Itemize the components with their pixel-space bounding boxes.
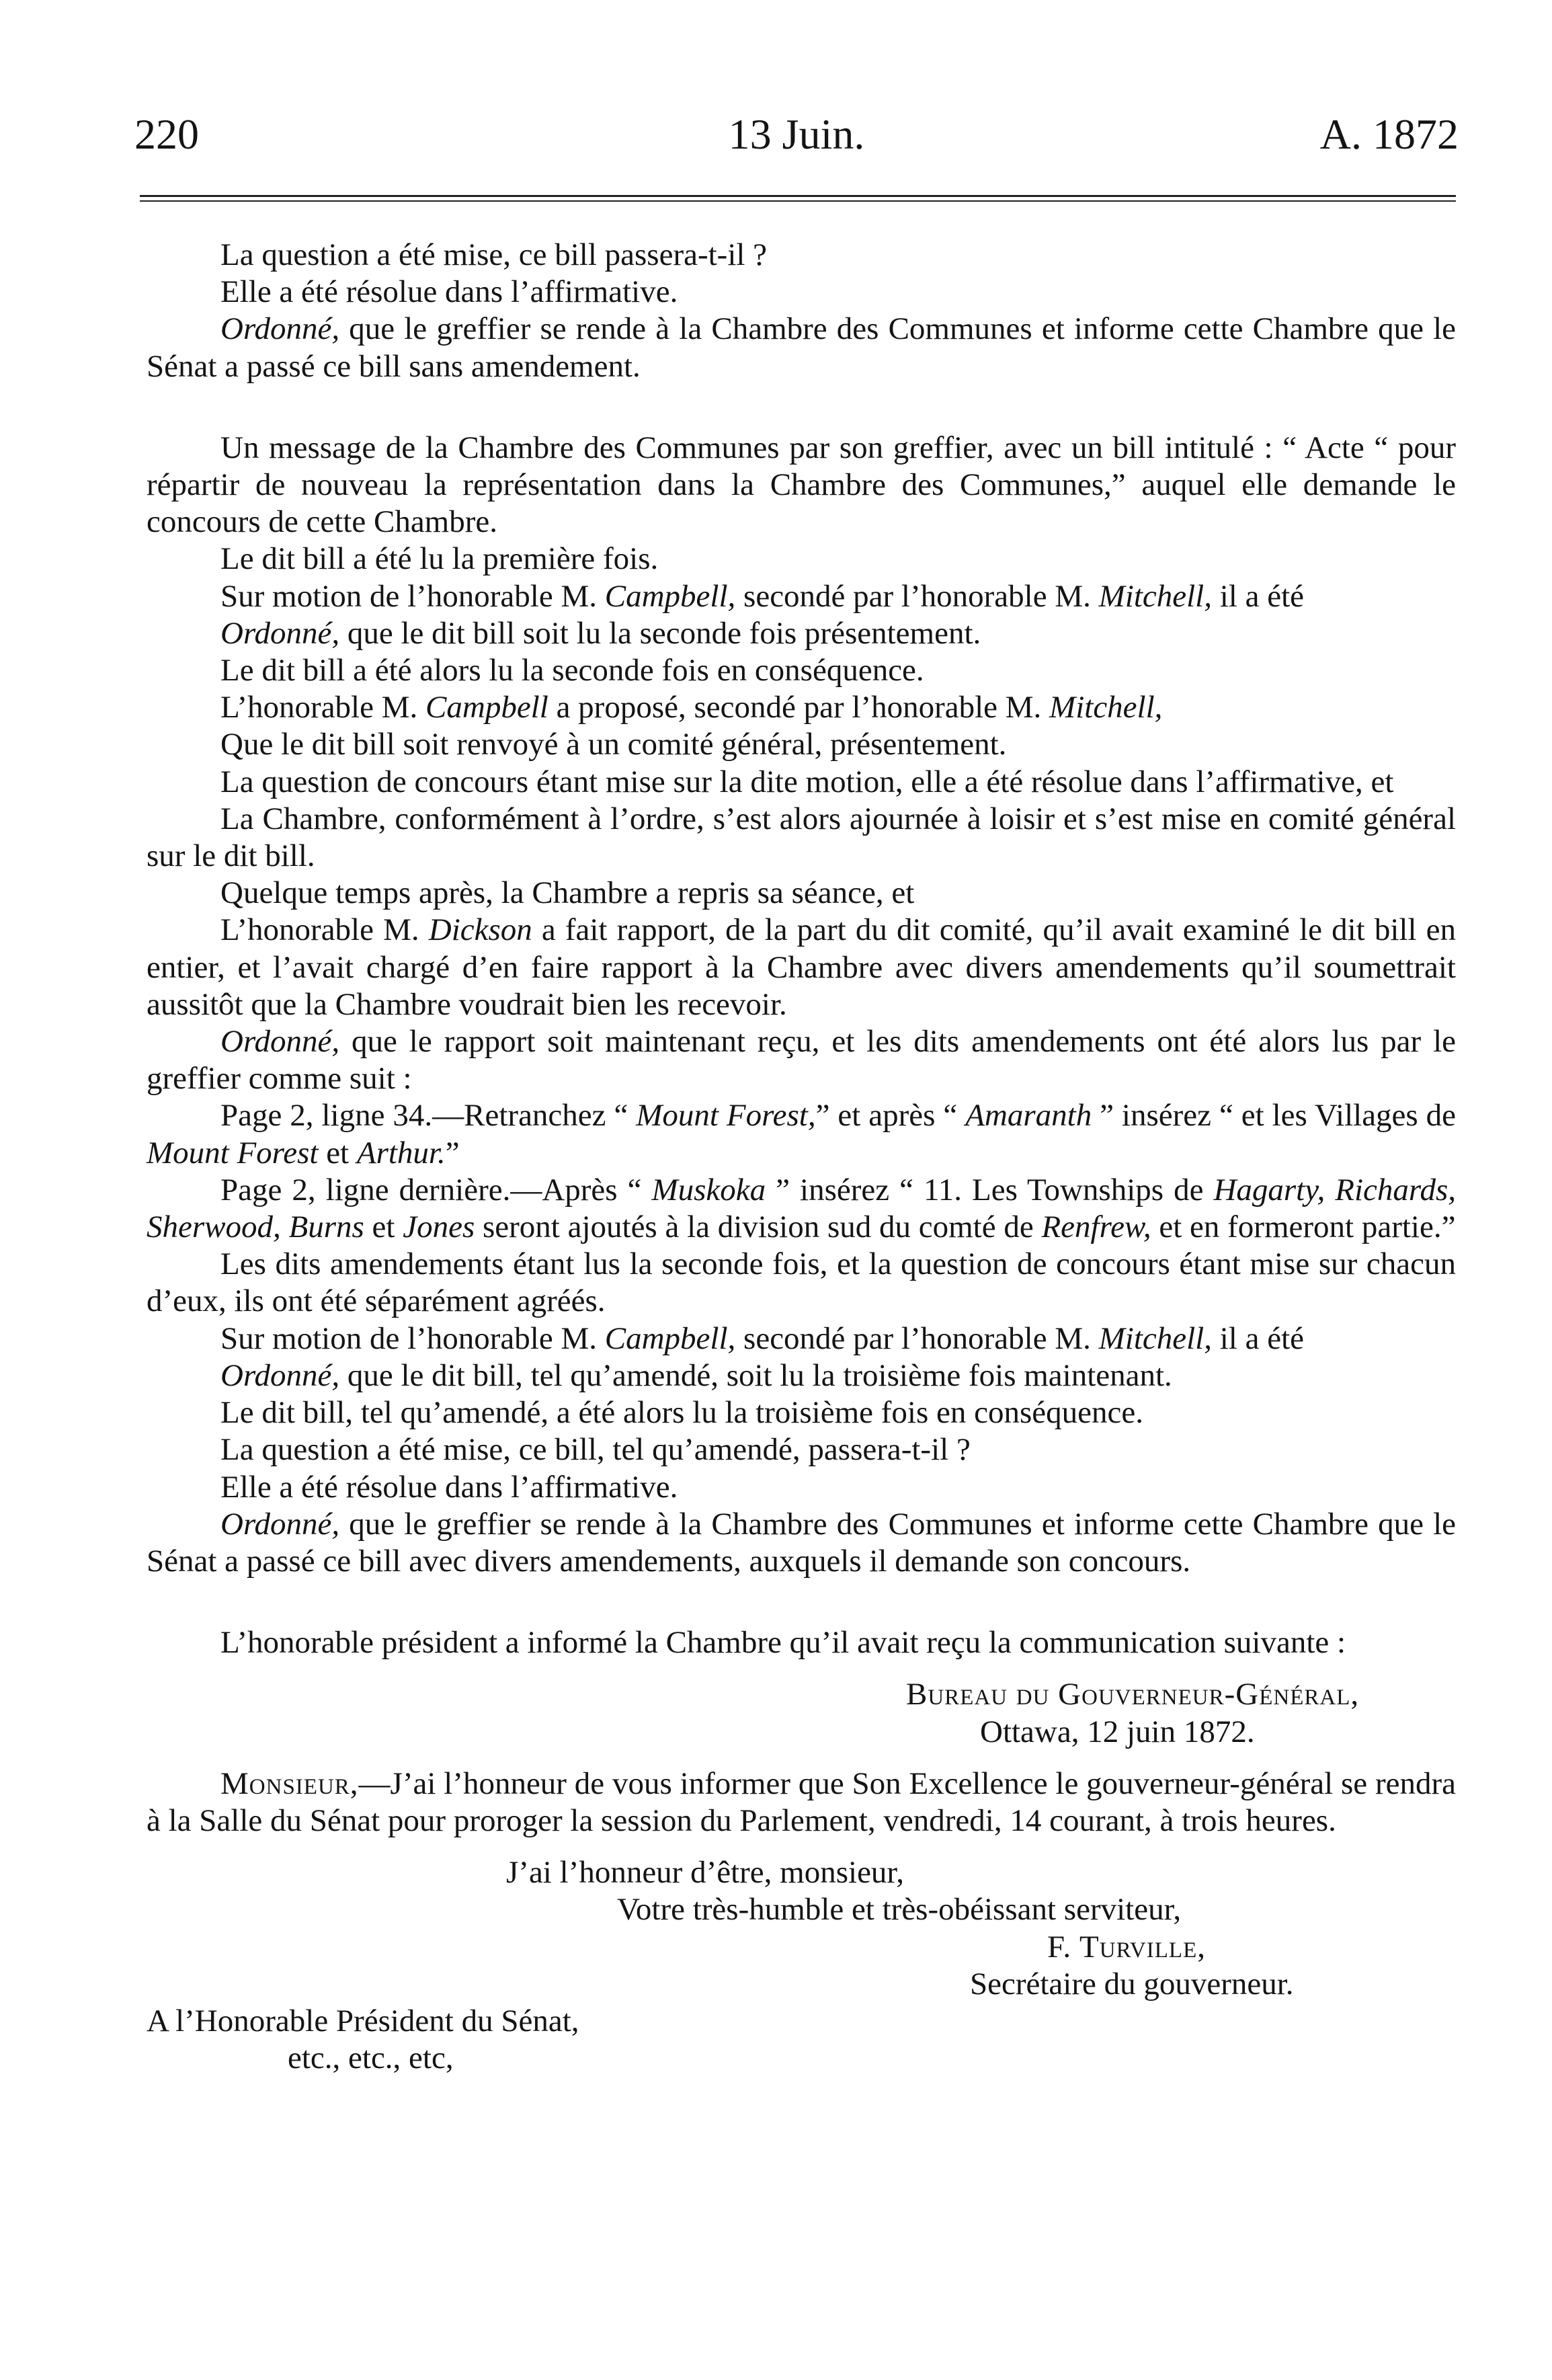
paragraph: Le dit bill, tel qu’amendé, a été alors lu la troisième fois en conséquence. — [220, 1395, 1143, 1431]
paragraph: Que le dit bill soit renvoyé à un comité général, présentement. — [220, 727, 1007, 762]
paragraph: Les dits amendements étant lus la seconde fois, et la question de concours étant mise sur chacun d’eux, ils ont été séparément agréés. — [147, 1246, 1456, 1319]
spacer — [147, 1580, 1456, 1624]
header-year: A. 1872 — [1319, 110, 1459, 158]
spacer — [147, 1839, 1456, 1854]
italic-term: Ordonné, — [220, 311, 340, 347]
paragraph: L’honorable M. Dickson a fait rapport, de la part du dit comité, qu’il avait examiné le dit bill en entier, et l’avait chargé d’en faire rapport à la Chambre avec divers amendements qu’il soumettrait aussitôt que la Chambre voudrait bien les recevoir. — [147, 912, 1456, 1022]
closing-line: J’ai l’honneur d’être, monsieur, — [506, 1855, 904, 1891]
paragraph: Le dit bill a été lu la première fois. — [220, 541, 659, 577]
paragraph: La question a été mise, ce bill, tel qu’amendé, passera-t-il ? — [220, 1432, 971, 1468]
paragraph: Elle a été résolue dans l’affirmative. — [220, 1469, 678, 1505]
header-rule-thin — [140, 200, 1456, 202]
spacer — [147, 1661, 1456, 1676]
paragraph: Sur motion de l’honorable M. Campbell, secondé par l’honorable M. Mitchell, il a été — [220, 578, 1304, 614]
signature-title: Secrétaire du gouverneur. — [970, 1966, 1294, 2001]
letter-heading: Bureau du Gouverneur-Général, — [906, 1677, 1360, 1712]
paragraph: La question de concours étant mise sur la dite motion, elle a été résolue dans l’affirmative, et — [220, 764, 1394, 799]
amendment-paragraph: Page 2, ligne dernière.—Après “ Muskoka ” insérez “ 11. Les Townships de Hagarty, Richards, Sherwood, Burns et Jones seront ajoutés à la division sud du comté de Renfrew, et en formeront partie.” — [147, 1172, 1456, 1245]
paragraph: Ordonné, que le greffier se rende à la Chambre des Communes et informe cette Chambre que le Sénat a passé ce bill avec divers amendements, auxquels il demande son concours. — [147, 1506, 1456, 1579]
signature-name: F. Turville, — [1047, 1929, 1206, 1965]
amendment-paragraph: Page 2, ligne 34.—Retranchez “ Mount Forest,” et après “ Amaranth ” insérez “ et les Villages de Mount Forest et Arthur.” — [147, 1098, 1456, 1171]
paragraph: Un message de la Chambre des Communes par son greffier, avec un bill intitulé : “ Acte “ pour répartir de nouveau la représentation dans la Chambre des Communes,” auquel elle demande le concours de cette Chambre. — [147, 430, 1456, 540]
paragraph: La question a été mise, ce bill passera-t-il ? — [220, 237, 768, 272]
header-date: 13 Juin. — [728, 110, 865, 158]
salutation: Monsieur, — [220, 1766, 359, 1801]
paragraph: Ordonné, que le dit bill soit lu la seconde fois présentement. — [220, 615, 981, 651]
paragraph: Le dit bill a été alors lu la seconde fois en conséquence. — [220, 653, 924, 688]
closing-line: Votre très-humble et très-obéissant serviteur, — [617, 1892, 1182, 1928]
address-line: A l’Honorable Président du Sénat, — [147, 2003, 579, 2038]
paragraph: Elle a été résolue dans l’affirmative. — [220, 274, 678, 310]
spacer — [147, 1751, 1456, 1766]
page-number: 220 — [134, 110, 199, 158]
paragraph: Ordonné, que le rapport soit maintenant reçu, et les dits amendements ont été alors lus par le greffier comme suit : — [147, 1024, 1456, 1097]
letter-date: Ottawa, 12 juin 1872. — [980, 1714, 1255, 1749]
paragraph: Sur motion de l’honorable M. Campbell, secondé par l’honorable M. Mitchell, il a été — [220, 1320, 1304, 1356]
spacer — [147, 385, 1456, 430]
letter-body: Monsieur,—J’ai l’honneur de vous informer que Son Excellence le gouverneur-général se rendra à la Salle du Sénat pour proroger la session du Parlement, vendredi, 14 courant, à trois heures. — [147, 1766, 1456, 1838]
address-line: etc., etc., etc, — [288, 2040, 454, 2076]
paragraph: Ordonné, que le greffier se rende à la Chambre des Communes et informe cette Chambre que le Sénat a passé ce bill sans amendement. — [147, 311, 1456, 384]
paragraph: L’honorable M. Campbell a proposé, secondé par l’honorable M. Mitchell, — [220, 690, 1163, 725]
paragraph: Quelque temps après, la Chambre a repris sa séance, et — [220, 875, 915, 911]
paragraph: La Chambre, conformément à l’ordre, s’est alors ajournée à loisir et s’est mise en comité général sur le dit bill. — [147, 801, 1456, 874]
paragraph: Ordonné, que le dit bill, tel qu’amendé, soit lu la troisième fois maintenant. — [220, 1357, 1172, 1393]
header-rule — [140, 195, 1456, 197]
page-header — [134, 108, 1459, 161]
paragraph: L’honorable président a informé la Chambre qu’il avait reçu la communication suivante : — [220, 1625, 1346, 1661]
page-body — [147, 237, 1456, 2077]
